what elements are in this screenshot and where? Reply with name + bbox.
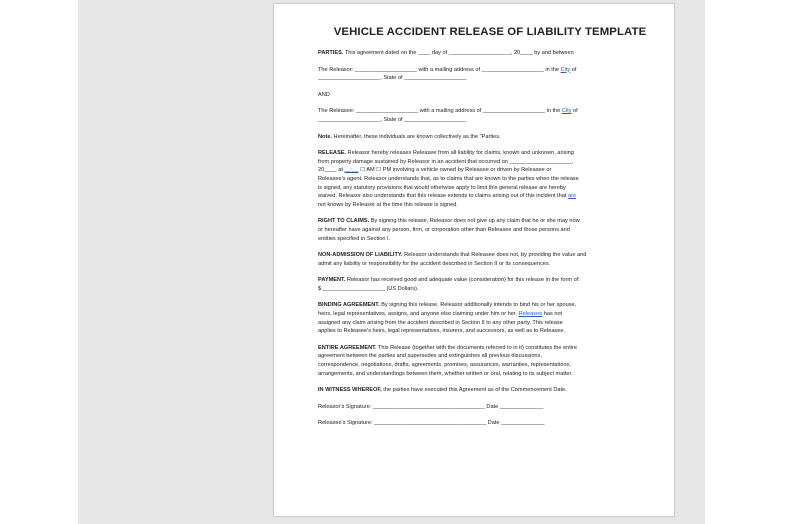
binding-section: [318, 301, 648, 335]
payment-line-1: [318, 276, 648, 285]
release-time-link[interactable]: __:__: [344, 167, 359, 174]
release-section: [318, 149, 648, 209]
release-label: RELEASE.: [318, 150, 346, 157]
release-line-2: from property damage sustained by Releasor in an accident that occurred on ____________________,: [318, 158, 574, 165]
right-to-claims-section: [318, 217, 648, 243]
release-line-7: not known by Releasor at the time this release is signed.: [318, 201, 458, 208]
and-text: AND: [318, 91, 330, 98]
entire-section: [318, 344, 648, 378]
note-label: Note.: [318, 133, 332, 140]
release-line-6-text: waived. Releasor also understands that this release extends to claims arising out of this incident that: [318, 193, 568, 200]
rtc-line-2: or hereafter have against any person, firm, or corporation other than Releasee and those persons and: [318, 226, 570, 233]
releasee-city-link[interactable]: City: [561, 108, 572, 115]
binding-releasee-link[interactable]: Releasee: [518, 311, 543, 318]
binding-line-3: assigned any claim arising from the accident described in Section II to any other party. This release: [318, 319, 563, 326]
payment-section: [318, 276, 648, 293]
parties-section: [318, 49, 648, 58]
binding-line-1-text: By signing this release, Releasor additionally intends to bind his or her spouse,: [379, 302, 577, 309]
rtc-line-3: entities specified in Section I.: [318, 235, 391, 242]
witness-text: the parties have executed this Agreement as of the Commencement Date.: [381, 387, 567, 394]
payment-line-2: $ ____________________ (US Dollars).: [318, 285, 419, 292]
document-title: VEHICLE ACCIDENT RELEASE OF LIABILITY TEMPLATE: [333, 26, 647, 38]
release-line-3-end: ☐ AM ☐ PM involving a vehicle owned by Releasee or driven by Releasee or: [358, 167, 552, 174]
na-label: NON-ADMISSION OF LIABILITY.: [318, 252, 403, 259]
releasor-signature-line: Releasor's Signature: ____________________________________ Date ______________: [318, 403, 544, 410]
release-line-3: [318, 166, 648, 175]
parties-label: PARTIES.: [318, 50, 344, 56]
releasor-line-2: ____________________, State of ____________________: [318, 75, 467, 82]
binding-line-4: applies to Releasee's heirs, legal representatives, insurers, and successors, as well as to Releasee.: [318, 328, 566, 335]
entire-line-4: arrangements, and understandings between them, whether written or oral, relating to its subject matter.: [318, 370, 573, 377]
releasee-line-2: ____________________, State of ____________________: [318, 116, 467, 123]
release-line-5: is signed, any statutory provisions that would otherwise apply to limit this general release are hereby: [318, 184, 566, 191]
payment-label: PAYMENT.: [318, 277, 346, 284]
na-line-1-text: Releasor understands that Releasee does not, by providing the value and: [402, 252, 587, 259]
binding-line-1: [318, 301, 648, 310]
releasee-line-1-text: The Releasee: ____________________ with a mailing address of ____________________ in the: [318, 108, 562, 115]
binding-line-2: [318, 310, 648, 319]
release-line-6: [318, 192, 648, 201]
releasor-section: [318, 66, 648, 83]
release-line-1: [318, 149, 648, 158]
entire-line-1-text: This Release (together with the documents referred to in it) constitutes the entire: [376, 344, 577, 351]
releasee-line-1-end: of: [571, 108, 578, 115]
releasor-line-1-end: of: [570, 66, 577, 73]
entire-line-1: [318, 344, 648, 353]
releasee-line-1: [318, 107, 648, 116]
na-line-1: [318, 251, 648, 260]
releasor-city-link[interactable]: City: [560, 66, 571, 73]
witness-section: [318, 386, 648, 395]
releasee-section: [318, 107, 648, 124]
rtc-line-1: [318, 217, 648, 226]
document-page: [274, 4, 674, 516]
parties-text: This agreement dated on the ____ day of ____________________, 20____ by and between: [343, 50, 574, 56]
note-section: [318, 133, 648, 142]
entire-line-2: agreement between the parties and supersedes and extinguishes all previous discussions,: [318, 353, 542, 360]
binding-line-2-end: has not: [542, 311, 563, 318]
release-line-1-text: Releasor hereby releases Releasee from all liability for claims, known and unknown, arising: [345, 150, 574, 157]
release-line-3-start: 20____ at: [318, 167, 345, 174]
entire-label: ENTIRE AGREEMENT.: [318, 344, 377, 351]
note-text: Hereinafter, these individuals are known collectively as the "Parties.: [331, 133, 501, 140]
entire-line-3: correspondence, negotiations, drafts, agreements, promises, assurances, warranties, representations,: [318, 362, 571, 369]
releasor-line-1: [318, 66, 648, 75]
binding-label: BINDING AGREEMENT.: [318, 302, 380, 309]
releasor-line-1-text: The Releasor: ____________________ with a mailing address of ____________________ in the: [318, 66, 561, 73]
document-viewer: [78, 0, 705, 524]
rtc-label: RIGHT TO CLAIMS.: [318, 218, 370, 225]
releasee-signature-line: Releasee's Signature: ____________________________________ Date ______________: [318, 420, 545, 427]
non-admission-section: [318, 251, 648, 268]
release-are-link[interactable]: are: [568, 193, 577, 200]
release-line-4: Releasee's agent. Releasor understands that, as to claims that are known to the parties when the release: [318, 175, 579, 182]
rtc-line-1-text: By signing this release, Releasor does not give up any claim that he or she may now: [369, 218, 580, 225]
binding-line-2-text: heirs, legal representatives, assigns, and anyone else claiming under him or her.: [318, 311, 519, 318]
witness-label: IN WITNESS WHEREOF,: [318, 387, 382, 394]
na-line-2: admit any liability or responsibility for the accident described in Section II or its consequences.: [318, 260, 551, 267]
payment-line-1-text: Releasor has received good and adequate value (consideration) for this release in the form of:: [345, 277, 580, 284]
